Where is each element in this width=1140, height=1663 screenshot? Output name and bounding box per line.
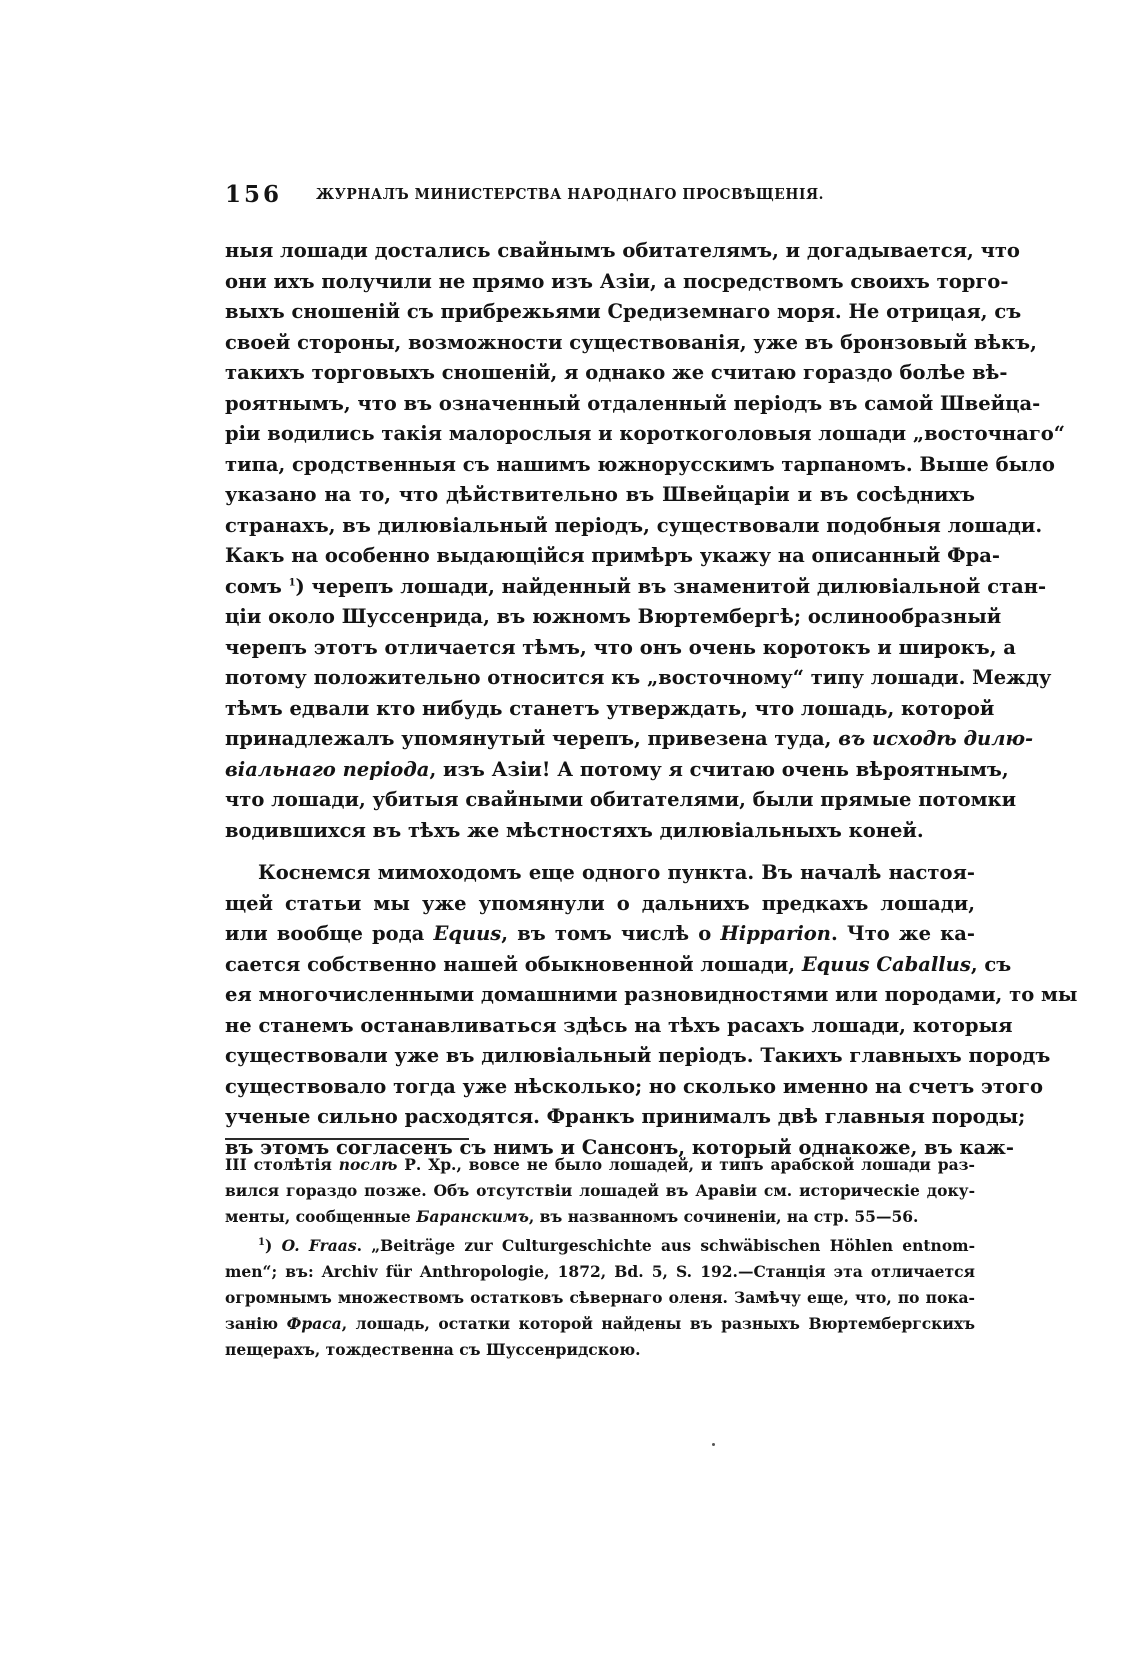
text-line: странахъ, въ дилювіальный періодъ, существовали подобныя лошади. bbox=[225, 513, 1043, 537]
paragraph-1 bbox=[225, 236, 1065, 846]
text-line: своей стороны, возможности существованія, уже въ бронзовый вѣкъ, bbox=[225, 330, 1037, 354]
footnotes bbox=[225, 1152, 975, 1363]
text-line: существовало тогда уже нѣсколько; но сколько именно на счетъ этого bbox=[225, 1074, 1043, 1098]
page-header bbox=[225, 178, 955, 210]
text-line: ея многочисленными домашними разновидностями или породами, то мы bbox=[225, 983, 1078, 1006]
footnote-line: огромнымъ множествомъ остатковъ сѣвернаго оленя. Замѣчу еще, что, по пока- bbox=[225, 1288, 975, 1307]
text-fragment: , въ названномъ сочиненіи, на стр. 55—56. bbox=[528, 1207, 919, 1226]
text-line: Коснемся мимоходомъ еще одного пункта. Въ началѣ настоя- bbox=[258, 861, 975, 884]
italic-genus: Equus bbox=[433, 922, 502, 945]
italic-phrase: въ исходѣ дилю- bbox=[838, 727, 1034, 750]
text-line-with-italic bbox=[225, 950, 1012, 981]
italic-phrase: послѣ bbox=[338, 1155, 398, 1174]
footnote-line bbox=[225, 1152, 975, 1178]
running-title: ЖУРНАЛЪ МИНИСТЕРСТВА НАРОДНАГО ПРОСВѢЩЕНІЯ. bbox=[316, 185, 825, 203]
text-line: водившихся въ тѣхъ же мѣстностяхъ дилювіальныхъ коней. bbox=[225, 818, 924, 842]
text-line: типа, сродственныя съ нашимъ южнорусскимъ тарпаномъ. Выше было bbox=[225, 452, 1055, 476]
italic-phrase: віальнаго періода bbox=[225, 757, 430, 781]
footnote-line: вился гораздо позже. Объ отсутствіи лошадей въ Аравіи см. историческіе доку- bbox=[225, 1181, 975, 1200]
text-fragment: Р. Хр., вовсе не было лошадей, и типъ арабской лошади раз- bbox=[404, 1155, 975, 1174]
print-speck bbox=[712, 1443, 715, 1446]
text-fragment: , съ bbox=[970, 952, 1012, 976]
text-fragment: . Что же ка- bbox=[830, 922, 975, 945]
text-line: роятнымъ, что въ означенный отдаленный періодъ въ самой Швейца- bbox=[225, 391, 1041, 415]
text-fragment: III столѣтія bbox=[225, 1155, 332, 1174]
text-fragment: , въ томъ числѣ о bbox=[501, 922, 712, 945]
footnote-line bbox=[225, 1311, 975, 1337]
text-fragment: или вообще рода bbox=[225, 922, 425, 945]
text-fragment: занію bbox=[225, 1314, 279, 1333]
text-line: не станемъ останавливаться здѣсь на тѣхъ расахъ лошади, которыя bbox=[225, 1013, 1013, 1037]
text-line: выхъ сношеній съ прибрежьями Средиземнаго моря. Не отрицая, съ bbox=[225, 300, 1022, 323]
text-line: Какъ на особенно выдающійся примѣръ укажу на описанный Фра- bbox=[225, 544, 1001, 567]
text-line: ціи около Шуссенрида, въ южномъ Вюртембергѣ; ослинообразный bbox=[225, 605, 1002, 628]
paragraph-2 bbox=[225, 858, 1078, 1163]
text-line-with-italic bbox=[225, 919, 975, 950]
text-line: тѣмъ едвали кто нибудь станетъ утверждать, что лошадь, которой bbox=[225, 696, 995, 720]
page-number: 156 bbox=[225, 180, 283, 208]
text-line: такихъ торговыхъ сношеній, я однако же считаю гораздо болѣе вѣ- bbox=[225, 361, 1008, 384]
text-line: существовали уже въ дилювіальный періодъ. Такихъ главныхъ породъ bbox=[225, 1044, 1051, 1067]
text-fragment: менты, сообщенные bbox=[225, 1207, 411, 1226]
text-line: указано на то, что дѣйствительно въ Швейцаріи и въ сосѣднихъ bbox=[225, 483, 975, 506]
text-line-with-italic bbox=[225, 755, 1009, 786]
italic-name: Баранскимъ bbox=[416, 1207, 529, 1226]
text-line: щей статьи мы уже упомянули о дальнихъ предкахъ лошади, bbox=[225, 891, 975, 915]
text-line: черепъ этотъ отличается тѣмъ, что онъ очень коротокъ и широкъ, а bbox=[225, 635, 1016, 659]
text-fragment: , изъ Азіи! А потому я считаю очень вѣроятнымъ, bbox=[429, 757, 1009, 781]
text-fragment: принадлежалъ упомянутый черепъ, привезена туда, bbox=[225, 727, 832, 750]
text-line: ныя лошади достались свайнымъ обитателямъ, и догадывается, что bbox=[225, 239, 1020, 262]
footnote-line: пещерахъ, тождественна съ Шуссенридскою. bbox=[225, 1340, 641, 1359]
italic-species: Equus Caballus bbox=[801, 952, 971, 976]
footnote-separator bbox=[225, 1138, 469, 1140]
text-line-with-footnote-ref bbox=[225, 572, 1047, 603]
text-line: что лошади, убитыя свайными обитателями, были прямые потомки bbox=[225, 788, 1017, 811]
text-fragment: ) черепъ лошади, найденный въ знаменитой дилювіальной стан- bbox=[295, 574, 1047, 598]
footnote-ref-1[interactable]: 1 bbox=[288, 577, 296, 588]
italic-name: Фраса bbox=[286, 1314, 342, 1333]
footnote-line bbox=[225, 1204, 975, 1230]
italic-genus: Hipparion bbox=[720, 922, 831, 945]
text-line: ріи водились такія малорослыя и короткоголовыя лошади „восточнаго“ bbox=[225, 422, 1065, 445]
text-fragment: сается собственно нашей обыкновенной лошади, bbox=[225, 952, 796, 976]
italic-author: O. Fraas bbox=[281, 1236, 357, 1255]
text-line-with-italic bbox=[225, 724, 1034, 755]
text-fragment: , лошадь, остатки которой найдены въ разныхъ Вюртембергскихъ bbox=[341, 1314, 975, 1333]
text-line: потому положительно относится къ „восточному“ типу лошади. Между bbox=[225, 666, 1052, 689]
text-fragment: . „Beiträge zur Culturgeschichte aus schwäbischen Höhlen entnom- bbox=[356, 1236, 975, 1255]
footnote-1-first-line: $^1$) O. Fraas. „Beiträge zur Culturgeschichte aus schwäbischen Höhlen entnom- bbox=[258, 1236, 975, 1255]
text-line: ученые сильно расходятся. Франкъ принималъ двѣ главныя породы; bbox=[225, 1105, 1026, 1128]
text-line: они ихъ получили не прямо изъ Азіи, а посредствомъ своихъ торго- bbox=[225, 269, 1009, 293]
text-line: въ этомъ согласенъ съ нимъ и Сансонъ, который однакоже, въ каж- bbox=[225, 1135, 1014, 1159]
footnote-marker-1: 1 bbox=[258, 1236, 265, 1248]
footnote-line: men“; въ: Archiv für Anthropologie, 1872, Bd. 5, S. 192.—Станція эта отличается bbox=[225, 1262, 975, 1281]
text-fragment: сомъ bbox=[225, 574, 282, 598]
